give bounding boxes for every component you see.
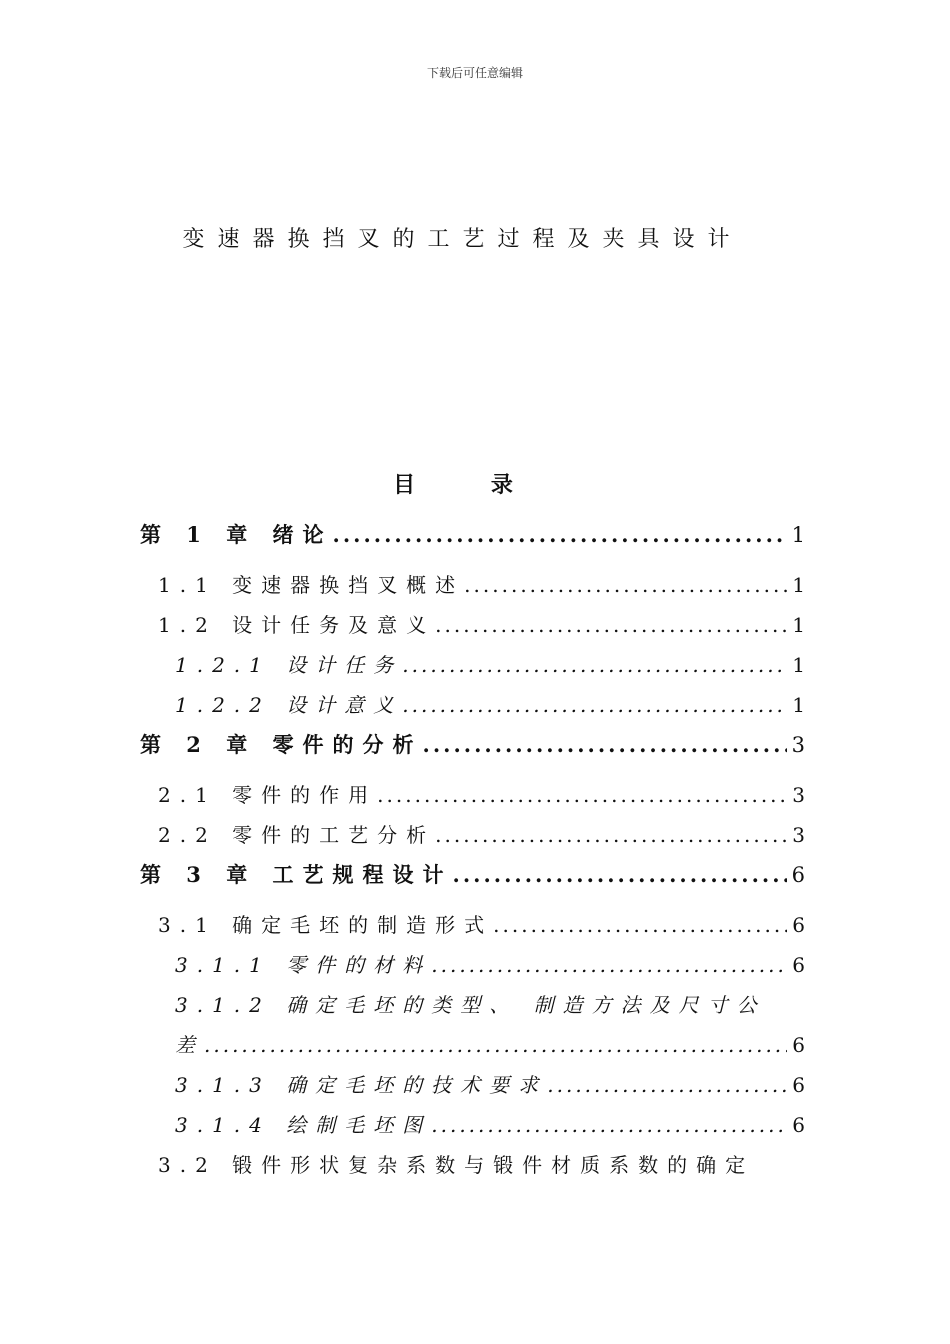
toc-entry-label: 第 3 章 工艺规程设计 bbox=[140, 862, 453, 887]
toc-page-number: 6 bbox=[792, 1073, 805, 1097]
toc-entry-label: 1.2.2 设计意义 bbox=[175, 693, 403, 717]
toc-entry-label: 1.2 设计任务及意义 bbox=[158, 613, 436, 637]
toc-page-number: 6 bbox=[792, 1113, 805, 1137]
toc-leader-dots bbox=[493, 905, 787, 945]
toc-entry-3-1-3[interactable] bbox=[140, 1065, 805, 1105]
toc-entry-3-2[interactable]: 3.2 锻件形状复杂系数与锻件材质系数的确定 bbox=[158, 1153, 755, 1177]
toc-page-number: 1 bbox=[792, 653, 805, 677]
toc-leader-dots bbox=[431, 945, 787, 985]
toc-entry-label: 2.1 零件的作用 bbox=[158, 783, 378, 807]
toc-entry-label: 第 1 章 绪论 bbox=[140, 522, 333, 547]
page-header: 下载后可任意编辑 bbox=[426, 66, 523, 80]
toc-entry-1-2-1[interactable] bbox=[140, 645, 805, 685]
toc-leader-dots bbox=[423, 725, 787, 765]
toc-page-number: 1 bbox=[792, 613, 805, 637]
toc-page-number: 3 bbox=[791, 733, 805, 757]
toc-entry-label: 差 bbox=[175, 1033, 204, 1057]
toc-entry-3-1-2-line1[interactable]: 3.1.2 确定毛坯的类型、 制造方法及尺寸公 bbox=[175, 993, 766, 1017]
toc-leader-dots bbox=[431, 1105, 787, 1145]
toc-entry-3-1-4[interactable] bbox=[140, 1105, 805, 1145]
toc-leader-dots bbox=[402, 645, 787, 685]
toc-page-number: 6 bbox=[792, 953, 805, 977]
toc-leader-dots bbox=[333, 515, 787, 555]
toc-entry-label: 3.1.3 确定毛坯的技术要求 bbox=[175, 1073, 548, 1097]
toc-entry-3-1-1[interactable] bbox=[140, 945, 805, 985]
toc-leader-dots bbox=[464, 565, 787, 605]
toc-page-number: 1 bbox=[792, 573, 805, 597]
toc-entry-label: 3.1.1 零件的材料 bbox=[175, 953, 432, 977]
toc-entry-2-2[interactable] bbox=[140, 815, 805, 855]
toc-page-number: 6 bbox=[791, 863, 805, 887]
toc-entry-1-2[interactable] bbox=[140, 605, 805, 645]
toc-leader-dots bbox=[402, 685, 787, 725]
toc-leader-dots bbox=[204, 1025, 787, 1065]
toc-page-number: 6 bbox=[792, 1033, 805, 1057]
document-title: 变速器换挡叉的工艺过程及夹具设计 bbox=[182, 227, 743, 252]
toc-entry-chapter-3[interactable] bbox=[140, 855, 805, 905]
toc-entry-label: 3.1 确定毛坯的制造形式 bbox=[158, 913, 494, 937]
toc-entry-label: 1.1 变速器换挡叉概述 bbox=[158, 573, 465, 597]
toc-leader-dots bbox=[453, 855, 787, 895]
toc-page-number: 1 bbox=[792, 693, 805, 717]
toc-entry-1-1[interactable] bbox=[140, 565, 805, 605]
toc-page-number: 6 bbox=[792, 913, 805, 937]
toc-page-number: 3 bbox=[792, 823, 805, 847]
toc-entry-label: 2.2 零件的工艺分析 bbox=[158, 823, 436, 847]
toc-entry-2-1[interactable] bbox=[140, 775, 805, 815]
toc-entry-label: 1.2.1 设计任务 bbox=[175, 653, 403, 677]
toc-leader-dots bbox=[377, 775, 787, 815]
toc-leader-dots bbox=[435, 815, 787, 855]
toc-leader-dots bbox=[547, 1065, 787, 1105]
toc-heading: 目 录 bbox=[393, 472, 547, 498]
toc-entry-3-1-2-line2[interactable] bbox=[140, 1025, 805, 1065]
toc-entry-label: 第 2 章 零件的分析 bbox=[140, 732, 423, 757]
toc-page-number: 3 bbox=[792, 783, 805, 807]
toc-entry-chapter-2[interactable] bbox=[140, 725, 805, 775]
table-of-contents bbox=[140, 515, 805, 1185]
toc-entry-1-2-2[interactable] bbox=[140, 685, 805, 725]
toc-entry-label: 3.1.4 绘制毛坯图 bbox=[175, 1113, 432, 1137]
toc-page-number: 1 bbox=[791, 523, 805, 547]
toc-leader-dots bbox=[435, 605, 787, 645]
toc-entry-chapter-1[interactable] bbox=[140, 515, 805, 565]
toc-entry-3-1[interactable] bbox=[140, 905, 805, 945]
